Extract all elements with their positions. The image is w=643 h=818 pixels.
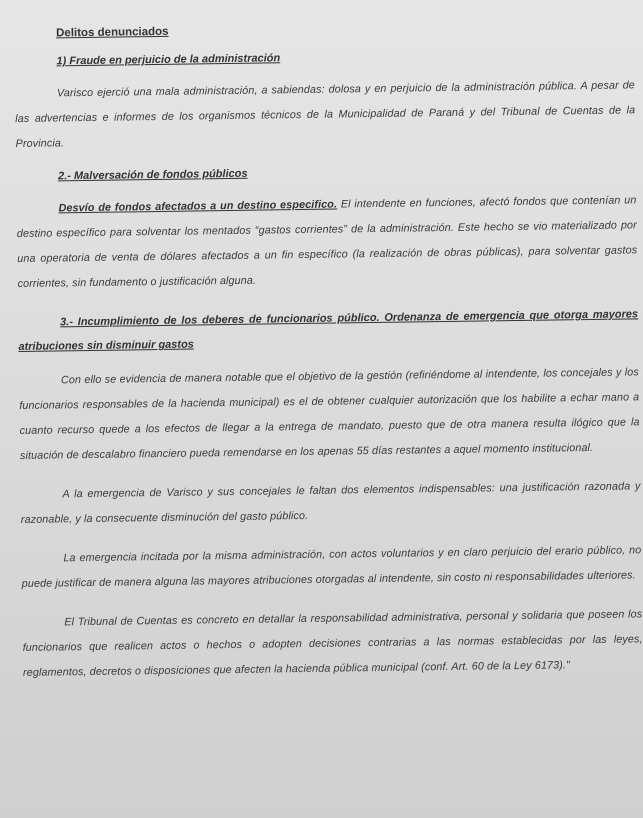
document-title: Delitos denunciados	[55, 25, 169, 40]
section-3-heading: 3.- Incumplimiento de los deberes de funcionarios público. Ordenanza de emergencia que otorga mayores atribuciones sin disminuir gastos	[18, 308, 639, 353]
section-3-paragraph-1: Con ello se evidencia de manera notable que el objetivo de la gestión (refiriéndome al intendente, los concejales y los funcionarios responsables de la hacienda municipal) es el de obtener cualquier autorización que los habilite a echar mano a cuanto recurso quede a los efectos de llegar a la entrega de mandato, puesto que de otra manera resulta ilógico que la situación de descalabro financiero pueda remendarse en los apenas 55 días restantes a aquel momento institucional.	[19, 366, 640, 462]
section-3-paragraph-4: El Tribunal de Cuentas es concreto en detallar la responsabilidad administrativa, personal y solidaria que poseen los funcionarios que realicen actos o hechos o adopten decisiones contrarias a las normas establecidas por las leyes, reglamentos, decretos o disposiciones que afecten la hacienda pública municipal (conf. Art. 60 de la Ley 6173)."	[22, 608, 643, 679]
section-2-lead: Desvío de fondos afectados a un destino especifico.	[58, 198, 338, 215]
section-2-heading: 2.- Malversación de fondos públicos	[57, 167, 248, 183]
section-2-body: El intendente en funciones, afectó fondos que contenían un destino específico para solventar los mentados “gastos corrientes” de la administración. Este hecho se vio materializado por una operatoria de venta de dólares afectados a un fin específico (la realización de obras públicas), para solventar gastos corrientes, sin fundamento o justificación alguna.	[16, 194, 638, 290]
section-2-paragraph	[16, 188, 637, 297]
section-3-paragraph-3: La emergencia incitada por la misma administración, con actos voluntarios y en claro perjuicio del erario público, no puede justificar de manera alguna las mayores atribuciones otorgadas al intendente, sin costo ni responsabilidades ulteriores.	[21, 544, 642, 590]
section-1-heading: 1) Fraude en perjuicio de la administración	[56, 52, 281, 68]
document-body	[14, 19, 643, 686]
section-3-paragraph-2: A la emergencia de Varisco y sus concejales le faltan dos elementos indispensables: una justificación razonada y razonable, y la consecuente disminución del gasto público.	[20, 480, 641, 526]
section-1-paragraph: Varisco ejerció una mala administración, a sabiendas: dolosa y en perjuicio de la administración pública. A pesar de las advertencias e informes de los organismos técnicos de la Municipalidad de Paraná y del Tribunal de Cuentas de la Provincia.	[15, 79, 636, 150]
